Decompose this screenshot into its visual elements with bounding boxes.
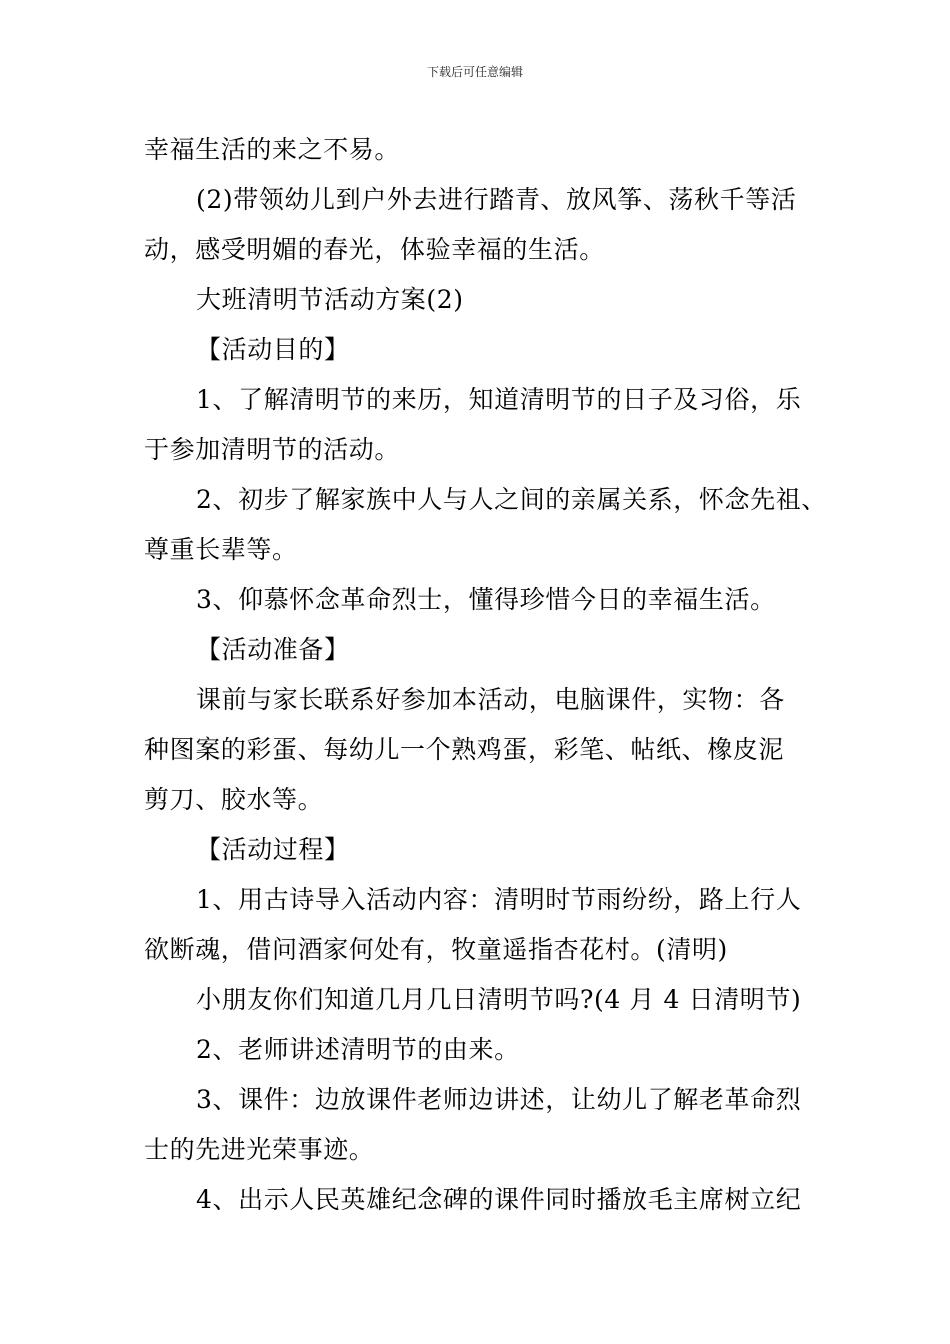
text-line-3: 动，感受明媚的春光，体验幸福的生活。	[144, 235, 605, 264]
text-line-8: 2、初步了解家族中人与人之间的亲属关系，怀念先祖、	[196, 485, 827, 514]
text-line-9: 尊重长辈等。	[144, 535, 298, 564]
text-line-16: 1、用古诗导入活动内容：清明时节雨纷纷，路上行人	[196, 885, 802, 914]
document-body	[144, 125, 834, 1225]
heading-purpose: 【活动目的】	[196, 335, 350, 364]
section-title: 大班清明节活动方案(2)	[196, 285, 464, 314]
text-line-18: 小朋友你们知道几月几日清明节吗?(4 月 4 日清明节)	[196, 985, 802, 1014]
heading-preparation: 【活动准备】	[196, 635, 350, 664]
text-line-22: 4、出示人民英雄纪念碑的课件同时播放毛主席树立纪	[196, 1185, 802, 1214]
text-line-19: 2、老师讲述清明节的由来。	[196, 1035, 520, 1064]
text-line-7: 于参加清明节的活动。	[144, 435, 401, 464]
heading-process: 【活动过程】	[196, 835, 350, 864]
text-line-13: 种图案的彩蛋、每幼儿一个熟鸡蛋，彩笔、帖纸、橡皮泥	[144, 735, 785, 764]
text-line-21: 士的先进光荣事迹。	[144, 1135, 375, 1164]
text-line-2: (2)带领幼儿到户外去进行踏青、放风筝、荡秋千等活	[196, 185, 797, 214]
text-line-12: 课前与家长联系好参加本活动，电脑课件，实物：各	[196, 685, 785, 714]
page-header: 下载后可任意编辑	[426, 65, 523, 79]
text-line-1: 幸福生活的来之不易。	[144, 135, 401, 164]
text-line-6: 1、了解清明节的来历，知道清明节的日子及习俗，乐	[196, 385, 802, 414]
text-line-14: 剪刀、胶水等。	[144, 785, 324, 814]
text-line-17: 欲断魂，借问酒家何处有，牧童遥指杏花村。(清明)	[144, 935, 728, 964]
text-line-10: 3、仰慕怀念革命烈士，懂得珍惜今日的幸福生活。	[196, 585, 776, 614]
text-line-20: 3、课件：边放课件老师边讲述，让幼儿了解老革命烈	[196, 1085, 802, 1114]
